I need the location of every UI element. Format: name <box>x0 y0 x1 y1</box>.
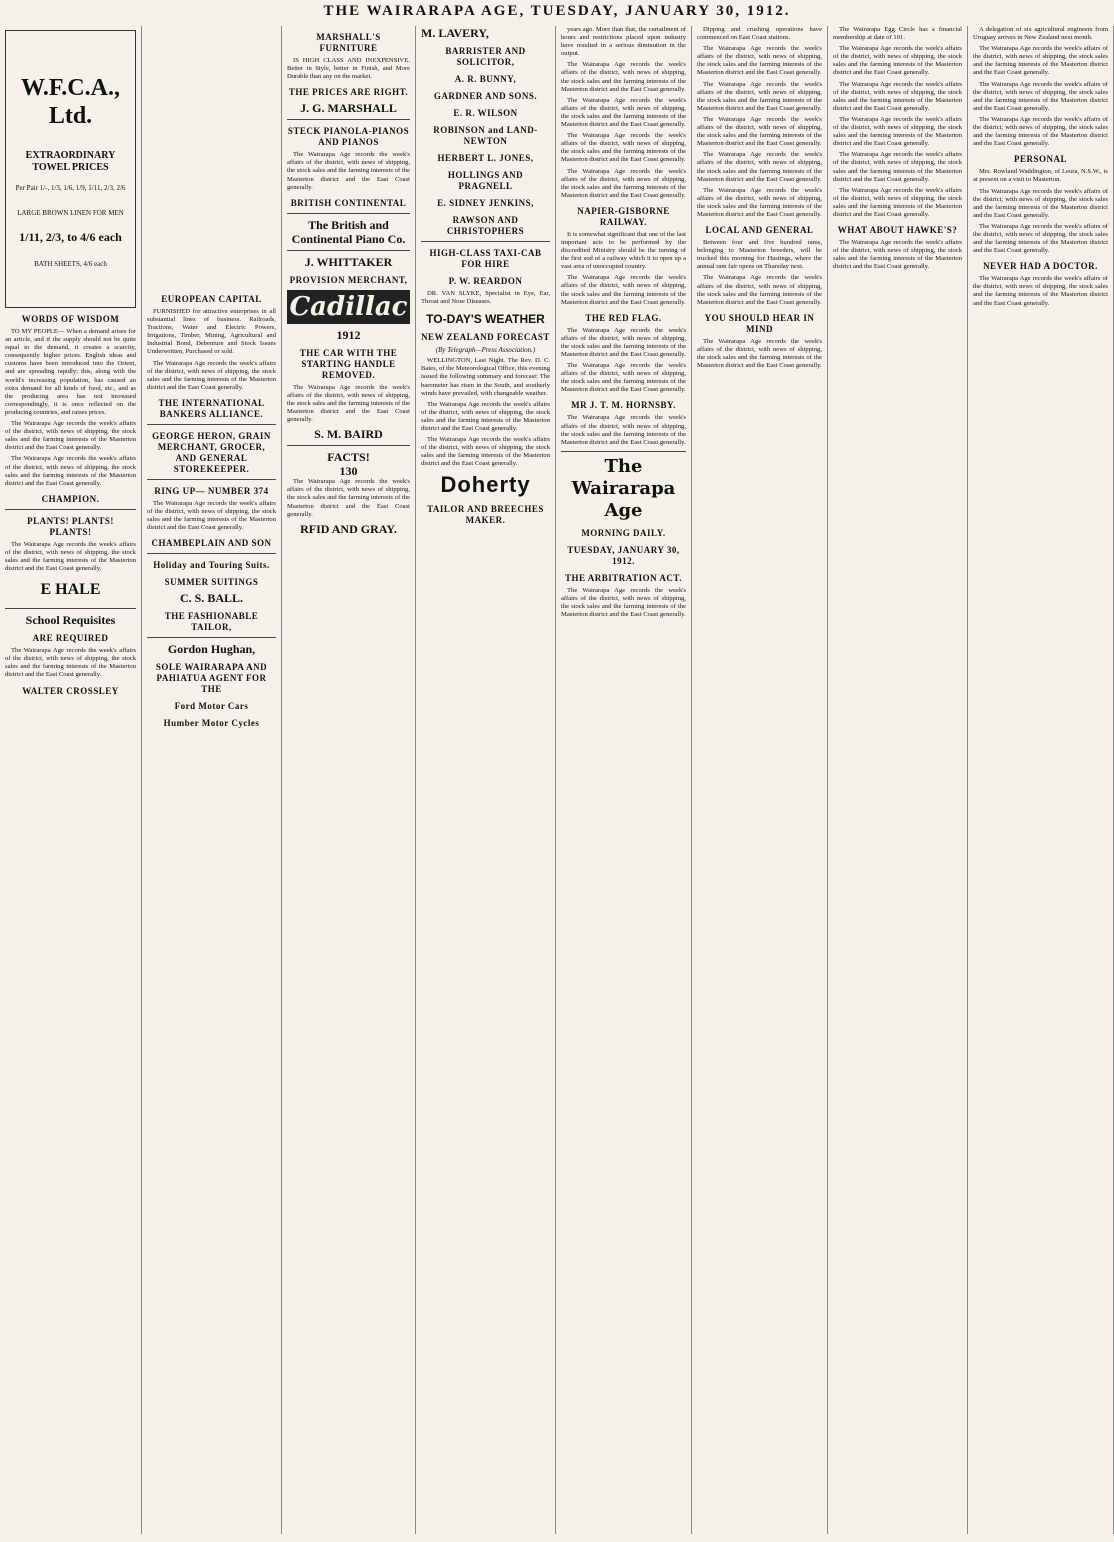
jones: HERBERT L. JONES, <box>437 153 534 163</box>
column-7 <box>828 26 968 1534</box>
napier-body: It is somewhat significant that one of the last important acts to be performed by the discredited Ministry should be the turning of the first sod of a railway which it to open up a vast area of unoccupied country. <box>561 230 686 271</box>
whittaker-sub: PROVISION MERCHANT, <box>289 274 408 285</box>
british-cont: BRITISH CONTINENTAL <box>290 197 407 208</box>
filler-5f: The Wairarapa Age records the week's affairs of the district, with news of shipping, the stock sales and the farming interests of the Masterton district and the East Coast generally. <box>561 326 686 358</box>
filler-1a: The Wairarapa Age records the week's affairs of the district, with news of shipping, the stock sales and the farming interests of the Masterton district and the East Coast generally. <box>5 420 136 452</box>
filler-4a: The Wairarapa Age records the week's affairs of the district, with news of shipping, the stock sales and the farming interests of the Masterton district and the East Coast generally. <box>421 400 550 433</box>
rawson: RAWSON AND CHRISTOPHERS <box>446 215 525 236</box>
col7-body1: The Wairarapa Egg Circle has a financial membership at date of 101. <box>833 26 962 42</box>
napier-heading: NAPIER-GISBORNE RAILWAY. <box>577 205 670 227</box>
vanslyke: DR. VAN SLYKE, Specialist in Eye, Ear, Throat and Nose Diseases. <box>421 290 550 306</box>
filler-2a: The Wairarapa Age records the week's affairs of the district, with news of shipping, the stock sales and the farming interests of the Masterton district and the East Coast generally. <box>147 359 276 391</box>
filler-8a: The Wairarapa Age records the week's affairs of the district, with news of shipping, the stock sales and the farming interests of the Masterton district and the East Coast generally. <box>973 45 1108 77</box>
paper-date: TUESDAY, JANUARY 30, 1912. <box>567 544 680 566</box>
cadillac-logo: Cadillac <box>287 290 410 324</box>
ring-up: RING UP— NUMBER 374 <box>154 485 269 496</box>
filler-8d: The Wairarapa Age records the week's affairs of the district, with news of shipping, the stock sales and the farming interests of the Masterton district and the East Coast generally. <box>973 187 1108 219</box>
chamberlain: CHAMBEPLAIN AND SON <box>151 538 272 549</box>
ear-heading: YOU SHOULD HEAR IN MIND <box>704 312 815 334</box>
gardner: GARDNER AND SONS. <box>433 91 538 101</box>
filler-6g: The Wairarapa Age records the week's affairs of the district, with news of shipping, the stock sales and the farming interests of the Masterton district and the East Coast generally. <box>697 337 822 370</box>
lavery: M. LAVERY, <box>421 26 489 40</box>
paper-title: The Wairarapa Age <box>571 455 676 521</box>
filler-7f: The Wairarapa Age records the week's affairs of the district, with news of shipping, the stock sales and the farming interests of the Masterton district and the East Coast generally. <box>833 239 962 271</box>
jenkins: E. SIDNEY JENKINS, <box>437 198 534 208</box>
steck: STECK PIANOLA-PIANOS AND PIANOS <box>287 126 410 148</box>
weather-by: (By Telegraph—Press Association.) <box>435 346 536 355</box>
filler-6c: The Wairarapa Age records the week's affairs of the district, with news of shipping, the stock sales and the farming interests of the Masterton district and the East Coast generally. <box>697 115 822 148</box>
filler-3a: The Wairarapa Age records the week's affairs of the district, with news of shipping, the stock sales and the farming interests of the Masterton district and the East Coast generally. <box>287 151 410 191</box>
filler-5g: The Wairarapa Age records the week's affairs of the district, with news of shipping, the stock sales and the farming interests of the Masterton district and the East Coast generally. <box>561 362 686 394</box>
filler-5i: The Wairarapa Age records the week's affairs of the district, with news of shipping, the stock sales and the farming interests of the Masterton district and the East Coast generally. <box>561 586 686 619</box>
filler-1b: The Wairarapa Age records the week's affairs of the district, with news of shipping, the stock sales and the farming interests of the Masterton district and the East Coast generally. <box>5 455 136 487</box>
local-heading: LOCAL AND GENERAL <box>705 225 814 236</box>
filler-6e: The Wairarapa Age records the week's affairs of the district, with news of shipping, the stock sales and the farming interests of the Masterton district and the East Coast generally. <box>697 186 822 218</box>
filler-8e: The Wairarapa Age records the week's affairs of the district, with news of shipping, the stock sales and the farming interests of the Masterton district and the East Coast generally. <box>973 222 1108 255</box>
doherty-sub: TAILOR AND BREECHES MAKER. <box>427 503 544 525</box>
bci-title: The British and Continental Piano Co. <box>291 217 406 246</box>
col8-body1: A delegation of six agricultural engineers from Uruguay arrives in New Zealand next month. <box>973 26 1108 42</box>
rfid: RFID AND GRAY. <box>300 521 397 536</box>
filler-7b: The Wairarapa Age records the week's affairs of the district, with news of shipping, the stock sales and the farming interests of the Masterton district and the East Coast generally. <box>833 80 962 112</box>
wfca-ad <box>5 30 136 308</box>
filler-8b: The Wairarapa Age records the week's affairs of the district, with news of shipping, the stock sales and the farming interests of the Masterton district and the East Coast generally. <box>973 80 1108 112</box>
hollings: HOLLINGS AND PRAGNELL <box>447 170 524 191</box>
redflag-heading: THE RED FLAG. <box>585 312 662 323</box>
filler-5h: The Wairarapa Age records the week's affairs of the district, with news of shipping, the stock sales and the farming interests of the Masterton district and the East Coast generally. <box>561 414 686 446</box>
filler-2b: The Wairarapa Age records the week's affairs of the district, with news of shipping, the stock sales and the farming interests of the Masterton district and the East Coast generally. <box>147 499 276 532</box>
masthead: THE WAIRARAPA AGE, TUESDAY, JANUARY 30, 1912. <box>323 3 791 19</box>
column-6 <box>692 26 828 1534</box>
taxi: HIGH-CLASS TAXI-CAB FOR HIRE <box>429 248 542 269</box>
filler-5d: The Wairarapa Age records the week's affairs of the district, with news of shipping, the stock sales and the farming interests of the Masterton district and the East Coast generally. <box>561 167 686 199</box>
filler-5e: The Wairarapa Age records the week's affairs of the district, with news of shipping, the stock sales and the farming interests of the Masterton district and the East Coast generally. <box>561 274 686 306</box>
gordon-sub: SOLE WAIRARAPA AND PAHIATUA AGENT FOR THE <box>155 662 268 695</box>
champion: CHAMPION. <box>41 493 100 504</box>
weather-sub: NEW ZEALAND FORECAST <box>421 332 550 343</box>
column-4 <box>416 26 556 1534</box>
facts-130: 130 <box>339 464 358 479</box>
school-heading: School Requisites <box>25 613 116 628</box>
cadillac-sub: THE CAR WITH THE STARTING HANDLE REMOVED. <box>299 347 398 380</box>
doctor-heading: NEVER HAD A DOCTOR. <box>983 261 1098 272</box>
prices-right: THE PRICES ARE RIGHT. <box>288 87 409 98</box>
filler-8c: The Wairarapa Age records the week's affairs of the district, with news of shipping, the stock sales and the farming interests of the Masterton district and the East Coast generally. <box>973 115 1108 148</box>
school-sub: ARE REQUIRED <box>32 633 109 644</box>
filler-5c: The Wairarapa Age records the week's affairs of the district, with news of shipping, the stock sales and the farming interests of the Masterton district and the East Coast generally. <box>561 132 686 164</box>
ball: C. S. BALL. <box>179 591 244 606</box>
hornsby-heading: MR J. T. M. HORNSBY. <box>571 400 676 411</box>
cadillac-year: 1912 <box>336 327 361 342</box>
wfca-title: W.F.C.A., Ltd. <box>21 75 120 129</box>
local-body: Between four and five hundred rams, belonging to Masterton breeders, will be trucked this morning for Hastings, where the annual ram fair opens on Thursday next. <box>697 239 822 271</box>
robinson: ROBINSON and LAND-NEWTON <box>433 125 538 146</box>
filler-6d: The Wairarapa Age records the week's affairs of the district, with news of shipping, the stock sales and the farming interests of the Masterton district and the East Coast generally. <box>697 151 822 183</box>
personal-body: Mrs. Rowland Waddington, of Leura, N.S.W., is at present on a visit to Masterton. <box>973 168 1108 184</box>
filler-6a: The Wairarapa Age records the week's affairs of the district, with news of shipping, the stock sales and the farming interests of the Masterton district and the East Coast generally. <box>697 45 822 77</box>
wilson: E. R. WILSON <box>453 108 518 118</box>
filler-7d: The Wairarapa Age records the week's affairs of the district, with news of shipping, the stock sales and the farming interests of the Masterton district and the East Coast generally. <box>833 151 962 183</box>
filler-3c: The Wairarapa Age records the week's affairs of the district, with news of shipping, the stock sales and the farming interests of the Masterton district and the East Coast generally. <box>287 478 410 518</box>
hawke-heading: WHAT ABOUT HAWKE'S? <box>837 225 958 236</box>
filler-8f: The Wairarapa Age records the week's affairs of the district, with news of shipping, the stock sales and the farming interests of the Masterton district and the East Coast generally. <box>973 275 1108 307</box>
humber: Humber Motor Cycles <box>163 718 260 729</box>
col6-body1: Dipping and crushing operations have commenced on East Coast stations. <box>697 26 822 42</box>
lavery-sub: BARRISTER AND SOLICITOR, <box>445 46 526 67</box>
bath-sheets: BATH SHEETS, 4/6 each <box>34 260 107 268</box>
towel-prices: Per Pair 1/-, 1/3, 1/6, 1/9, 1/11, 2/3, 2/6 <box>15 184 126 192</box>
filler-3b: The Wairarapa Age records the week's affairs of the district, with news of shipping, the stock sales and the farming interests of the Masterton district and the East Coast generally. <box>287 383 410 424</box>
filler-6b: The Wairarapa Age records the week's affairs of the district, with news of shipping, the stock sales and the farming interests of the Masterton district and the East Coast generally. <box>697 80 822 112</box>
alliance: THE INTERNATIONAL BANKERS ALLIANCE. <box>158 397 265 419</box>
filler-1c: The Wairarapa Age records the week's affairs of the district, with news of shipping, the stock sales and the farming interests of the Masterton district and the East Coast generally. <box>5 540 136 573</box>
filler-1d: The Wairarapa Age records the week's affairs of the district, with news of shipping, the stock sales and the farming interests of the Masterton district and the East Coast generally. <box>5 647 136 679</box>
plants-heading: PLANTS! PLANTS! PLANTS! <box>27 515 114 537</box>
marshall-body: IS HIGH CLASS AND INEXPENSIVE. Better in Style, better in Finish, and More Durable than any on the market. <box>287 57 410 81</box>
gordon: Gordon Hughan, <box>167 642 256 657</box>
marshall-name: J. G. MARSHALL <box>300 101 397 116</box>
bunny: A. R. BUNNY, <box>454 74 517 84</box>
filler-5b: The Wairarapa Age records the week's affairs of the district, with news of shipping, the stock sales and the farming interests of the Masterton district and the East Coast generally. <box>561 96 686 129</box>
ford: Ford Motor Cars <box>174 701 249 712</box>
hale-name: E HALE <box>40 581 101 599</box>
linen-prices: 1/11, 2/3, to 4/6 each <box>19 230 122 244</box>
words-body: TO MY PEOPLE— When a demand arises for an article, and if the supply should not be quite equal to the demand, it creates a scarcity, consequently higher prices. English ideas and customs have been introduced into the Orient, and are spreading rapidly; this, along with the world's increasing population, has caused an extra demand for all kinds of food, etc., and as the producing area has not increased correspondingly, it is once reflected on the producing countries, and raises prices. <box>5 328 136 416</box>
reardon: P. W. REARDON <box>448 276 523 286</box>
suits: Holiday and Touring Suits. <box>153 560 270 571</box>
words-heading: WORDS OF WISDOM <box>21 314 120 324</box>
weather-body: WELLINGTON, Last Night. The Rev. D. C. Bates, of the Meteorological Office, this evening issued the following summary and forecast: The barometer has risen in the South, and southerly winds have prevailed, with changeable weather. <box>421 357 550 397</box>
column-3 <box>282 26 416 1534</box>
personal-heading: PERSONAL <box>1013 154 1067 165</box>
heron: GEORGE HERON, GRAIN MERCHANT, GROCER, AND GENERAL STOREKEEPER. <box>152 430 271 474</box>
column-1 <box>0 26 142 1534</box>
filler-7e: The Wairarapa Age records the week's affairs of the district, with news of shipping, the stock sales and the farming interests of the Masterton district and the East Coast generally. <box>833 186 962 218</box>
ball-sub: THE FASHIONABLE TAILOR, <box>164 611 259 633</box>
summer: SUMMER SUITINGS <box>164 577 259 588</box>
doherty: Doherty <box>440 471 531 497</box>
towel-heading: EXTRAORDINARY TOWEL PRICES <box>25 150 116 173</box>
filler-7c: The Wairarapa Age records the week's affairs of the district, with news of shipping, the stock sales and the farming interests of the Masterton district and the East Coast generally. <box>833 115 962 148</box>
filler-6f: The Wairarapa Age records the week's affairs of the district, with news of shipping, the stock sales and the farming interests of the Masterton district and the East Coast generally. <box>697 274 822 306</box>
euro-heading: EUROPEAN CAPITAL <box>161 294 262 304</box>
paper-sub: MORNING DAILY. <box>581 527 666 538</box>
column-2 <box>142 26 282 1534</box>
column-8 <box>968 26 1114 1534</box>
euro-body: FURNISHED for attractive enterprises in all substantial lines of business. Railroads, Tractions, Water and Electric Powers, Irrigations, Timber, Mining, Agricultural and Industrial Bond, Debenture and Stock Issues Underwritten, Purchased or sold. <box>147 308 276 356</box>
marshall-heading: MARSHALL'S FURNITURE <box>316 32 381 53</box>
column-5 <box>556 26 692 1534</box>
filler-7a: The Wairarapa Age records the week's affairs of the district, with news of shipping, the stock sales and the farming interests of the Masterton district and the East Coast generally. <box>833 45 962 77</box>
filler-4b: The Wairarapa Age records the week's affairs of the district, with news of shipping, the stock sales and the farming interests of the Masterton district and the East Coast generally. <box>421 436 550 468</box>
col5-body1: years ago. More than that, the curtailment of hours and restrictions placed upon industry have resulted in a serious diminution in the output. <box>561 26 686 58</box>
facts: FACTS! <box>327 450 370 465</box>
arbitration-heading: THE ARBITRATION ACT. <box>565 572 682 583</box>
linen-line: LARGE BROWN LINEN FOR MEN <box>17 209 124 217</box>
whittaker: J. WHITTAKER <box>304 254 393 269</box>
weather-heading: TO-DAY'S WEATHER <box>426 312 545 327</box>
baird: S. M. BAIRD <box>314 427 383 442</box>
filler-5a: The Wairarapa Age records the week's affairs of the district, with news of shipping, the stock sales and the farming interests of the Masterton district and the East Coast generally. <box>561 61 686 93</box>
crossley: WALTER CROSSLEY <box>22 685 119 696</box>
